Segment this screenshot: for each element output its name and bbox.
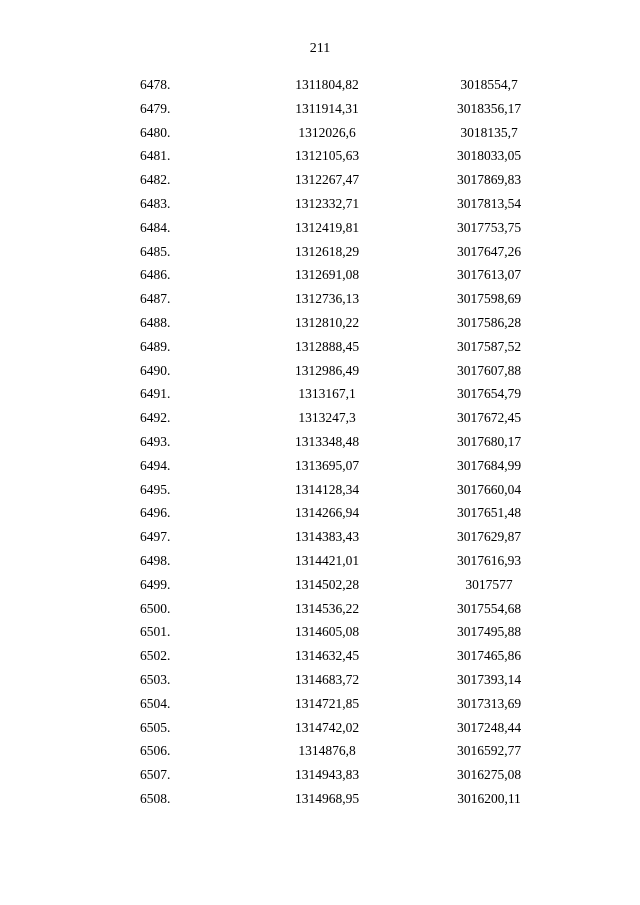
x-coordinate-cell: 1314683,72 <box>294 671 360 687</box>
x-coordinate-cell: 1311804,82 <box>295 77 359 92</box>
table-row <box>0 100 640 124</box>
point-number-cell: 6482. <box>140 172 171 188</box>
point-number-cell: 6506. <box>140 743 171 759</box>
x-coordinate-cell: 1314968,95 <box>294 790 360 806</box>
table-row <box>0 552 640 576</box>
x-coordinate-cell: 1313348,48 <box>294 433 360 449</box>
table-row <box>0 481 640 505</box>
point-number-cell: 6496. <box>140 505 171 521</box>
x-coordinate-cell: 1314632,45 <box>294 648 360 664</box>
x-coordinate-cell: 1312419,81 <box>294 219 360 235</box>
table-row <box>0 433 640 457</box>
point-number-cell: 6507. <box>140 767 171 783</box>
point-number-cell: 6479. <box>140 100 171 116</box>
point-number-cell: 6491. <box>140 386 171 402</box>
point-number-cell: 6489. <box>140 338 171 354</box>
x-coordinate-cell: 1312691,08 <box>294 267 360 283</box>
y-coordinate-cell: 3017869,83 <box>456 172 522 188</box>
table-row <box>0 219 640 243</box>
y-coordinate-cell: 3017313,69 <box>456 695 522 711</box>
x-coordinate-cell: 1311914,31 <box>295 100 359 116</box>
table-row <box>0 457 640 481</box>
point-number-cell: 6494. <box>140 457 171 473</box>
y-coordinate-cell: 3017660,04 <box>456 481 522 497</box>
y-coordinate-cell: 3017651,48 <box>456 505 522 521</box>
x-coordinate-cell: 1314742,02 <box>294 719 360 735</box>
table-row <box>0 409 640 433</box>
table-row <box>0 338 640 362</box>
table-row <box>0 742 640 766</box>
point-number-cell: 6478. <box>140 77 171 92</box>
point-number-cell: 6486. <box>140 267 171 283</box>
point-number-cell: 6499. <box>140 576 171 592</box>
table-row <box>0 719 640 743</box>
table-row <box>0 790 640 814</box>
table-row <box>0 528 640 552</box>
x-coordinate-cell: 1314421,01 <box>294 552 360 568</box>
table-row <box>0 195 640 219</box>
x-coordinate-cell: 1312888,45 <box>294 338 360 354</box>
table-row <box>0 623 640 647</box>
y-coordinate-cell: 3017598,69 <box>456 291 522 307</box>
table-row <box>0 124 640 148</box>
y-coordinate-cell: 3017554,68 <box>456 600 522 616</box>
point-number-cell: 6502. <box>140 648 171 664</box>
x-coordinate-cell: 1313695,07 <box>294 457 360 473</box>
y-coordinate-cell: 3017753,75 <box>456 219 522 235</box>
x-coordinate-cell: 1313167,1 <box>298 386 356 402</box>
table-row <box>0 671 640 695</box>
point-number-cell: 6481. <box>140 148 171 164</box>
y-coordinate-cell: 3017813,54 <box>456 195 522 211</box>
point-number-cell: 6504. <box>140 695 171 711</box>
point-number-cell: 6493. <box>140 433 171 449</box>
point-number-cell: 6503. <box>140 671 171 687</box>
point-number-cell: 6485. <box>140 243 171 259</box>
y-coordinate-cell: 3017248,44 <box>456 719 522 735</box>
table-row <box>0 314 640 338</box>
page-number: 211 <box>309 41 331 56</box>
y-coordinate-cell: 3017465,86 <box>456 648 522 664</box>
y-coordinate-cell: 3017586,28 <box>456 314 522 330</box>
point-number-cell: 6487. <box>140 291 171 307</box>
y-coordinate-cell: 3017577 <box>465 576 513 592</box>
y-coordinate-cell: 3017495,88 <box>456 624 522 640</box>
table-row <box>0 385 640 409</box>
y-coordinate-cell: 3017613,07 <box>456 267 522 283</box>
x-coordinate-cell: 1312026,6 <box>298 124 356 140</box>
point-number-cell: 6495. <box>140 481 171 497</box>
y-coordinate-cell: 3017680,17 <box>456 433 522 449</box>
x-coordinate-cell: 1314502,28 <box>294 576 360 592</box>
y-coordinate-cell: 3017647,26 <box>456 243 522 259</box>
table-row <box>0 266 640 290</box>
y-coordinate-cell: 3017607,88 <box>456 362 522 378</box>
point-number-cell: 6483. <box>140 195 171 211</box>
x-coordinate-cell: 1312618,29 <box>294 243 360 259</box>
x-coordinate-cell: 1314605,08 <box>294 624 360 640</box>
table-row <box>0 504 640 528</box>
y-coordinate-cell: 3017654,79 <box>456 386 522 402</box>
y-coordinate-cell: 3017616,93 <box>456 552 522 568</box>
point-number-cell: 6490. <box>140 362 171 378</box>
x-coordinate-cell: 1314721,85 <box>294 695 360 711</box>
table-row <box>0 171 640 195</box>
x-coordinate-cell: 1314943,83 <box>294 767 360 783</box>
point-number-cell: 6488. <box>140 314 171 330</box>
point-number-cell: 6484. <box>140 219 171 235</box>
y-coordinate-cell: 3017393,14 <box>456 671 522 687</box>
table-row <box>0 766 640 790</box>
table-row <box>0 600 640 624</box>
y-coordinate-cell: 3018554,7 <box>460 77 518 92</box>
table-row <box>0 647 640 671</box>
y-coordinate-cell: 3016592,77 <box>456 743 522 759</box>
x-coordinate-cell: 1312105,63 <box>294 148 360 164</box>
x-coordinate-cell: 1314266,94 <box>294 505 360 521</box>
x-coordinate-cell: 1314128,34 <box>294 481 360 497</box>
table-row <box>0 76 640 100</box>
y-coordinate-cell: 3018033,05 <box>456 148 522 164</box>
y-coordinate-cell: 3016275,08 <box>456 767 522 783</box>
x-coordinate-cell: 1314383,43 <box>294 529 360 545</box>
point-number-cell: 6492. <box>140 410 171 426</box>
point-number-cell: 6508. <box>140 790 171 806</box>
point-number-cell: 6497. <box>140 529 171 545</box>
table-row <box>0 695 640 719</box>
point-number-cell: 6500. <box>140 600 171 616</box>
x-coordinate-cell: 1314536,22 <box>294 600 360 616</box>
table-row <box>0 362 640 386</box>
y-coordinate-cell: 3017587,52 <box>456 338 522 354</box>
x-coordinate-cell: 1313247,3 <box>298 410 356 426</box>
point-number-cell: 6501. <box>140 624 171 640</box>
y-coordinate-cell: 3018135,7 <box>460 124 518 140</box>
point-number-cell: 6480. <box>140 124 171 140</box>
coordinate-table <box>0 76 640 814</box>
y-coordinate-cell: 3016200,11 <box>457 790 521 806</box>
point-number-cell: 6505. <box>140 719 171 735</box>
table-row <box>0 147 640 171</box>
table-row <box>0 290 640 314</box>
x-coordinate-cell: 1312736,13 <box>294 291 360 307</box>
point-number-cell: 6498. <box>140 552 171 568</box>
y-coordinate-cell: 3017684,99 <box>456 457 522 473</box>
y-coordinate-cell: 3018356,17 <box>456 100 522 116</box>
x-coordinate-cell: 1312332,71 <box>294 195 360 211</box>
x-coordinate-cell: 1314876,8 <box>298 743 356 759</box>
x-coordinate-cell: 1312986,49 <box>294 362 360 378</box>
table-row <box>0 576 640 600</box>
y-coordinate-cell: 3017629,87 <box>456 529 522 545</box>
x-coordinate-cell: 1312810,22 <box>294 314 360 330</box>
y-coordinate-cell: 3017672,45 <box>456 410 522 426</box>
x-coordinate-cell: 1312267,47 <box>294 172 360 188</box>
table-row <box>0 243 640 267</box>
